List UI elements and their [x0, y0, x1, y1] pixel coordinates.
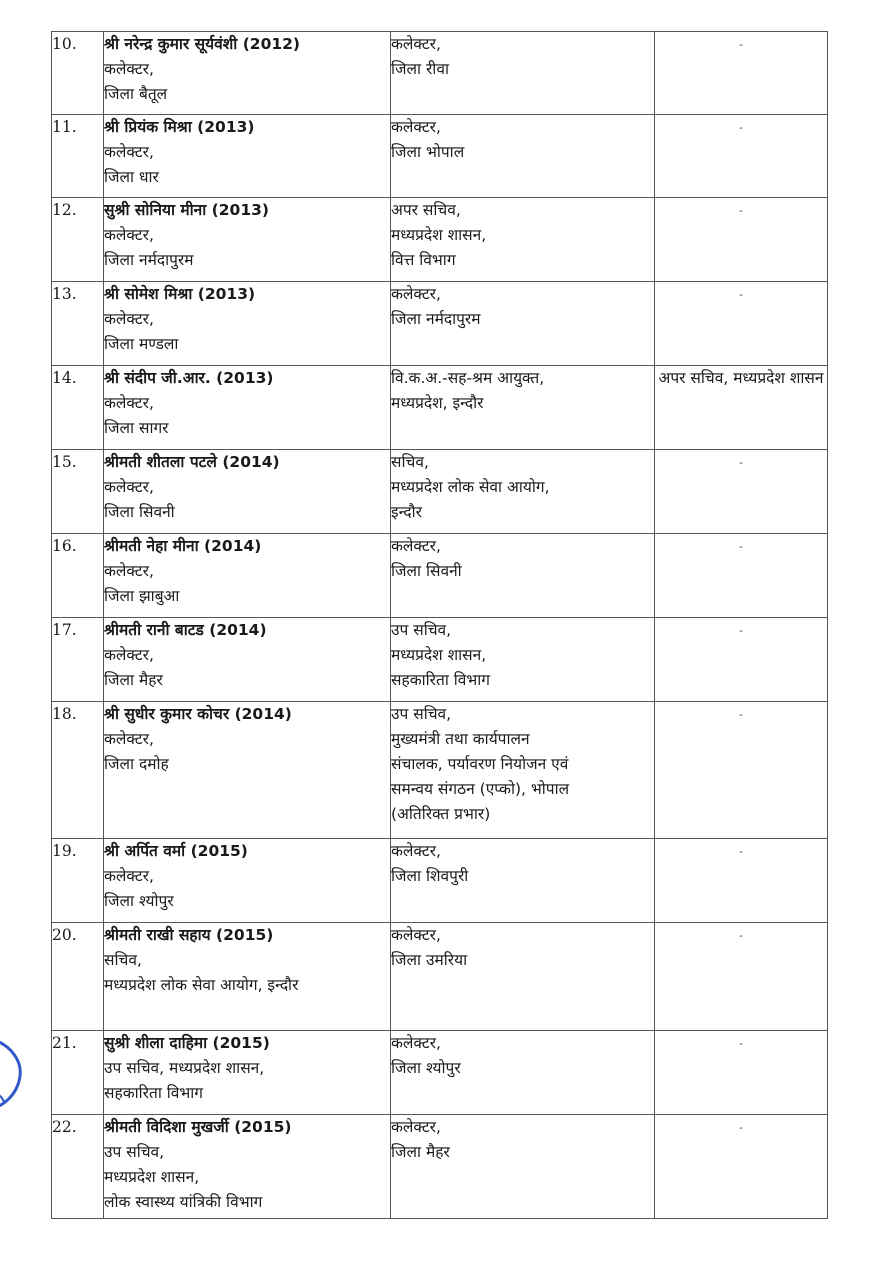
table-row — [52, 618, 828, 702]
new-posting-line: वित्त विभाग — [391, 251, 456, 269]
additional-charge-cell — [655, 282, 828, 366]
new-posting-line: अपर सचिव, — [391, 201, 461, 219]
additional-charge-text: - — [739, 929, 743, 942]
new-posting-cell — [391, 534, 655, 618]
current-posting-line: सचिव, — [104, 951, 142, 969]
new-posting-cell — [391, 1031, 655, 1115]
new-posting-line: मध्यप्रदेश शासन, — [391, 226, 487, 244]
additional-charge-cell — [655, 923, 828, 1031]
officer-name: श्री नरेन्द्र कुमार सूर्यवंशी (2012) — [104, 35, 301, 53]
current-posting-line: कलेक्टर, — [104, 394, 154, 412]
table-row — [52, 1115, 828, 1219]
additional-charge-text: - — [739, 845, 743, 858]
officer-name: श्रीमती शीतला पटले (2014) — [104, 453, 280, 471]
new-posting-line: सहकारिता विभाग — [391, 671, 491, 689]
new-posting-line: जिला सिवनी — [391, 562, 462, 580]
additional-charge-text: - — [739, 1121, 743, 1134]
new-posting-line: कलेक्टर, — [391, 118, 441, 136]
new-posting-line: मुख्यमंत्री तथा कार्यपालन — [391, 730, 530, 748]
officer-name: श्री सुधीर कुमार कोचर (2014) — [104, 705, 292, 723]
officer-cell — [104, 1031, 391, 1115]
additional-charge-cell — [655, 1031, 828, 1115]
officer-cell — [104, 534, 391, 618]
additional-charge-cell — [655, 839, 828, 923]
officer-cell — [104, 839, 391, 923]
officer-name: श्रीमती रानी बाटड (2014) — [104, 621, 267, 639]
officer-cell — [104, 450, 391, 534]
serial-number: 20. — [52, 923, 104, 1031]
current-posting-line: मध्यप्रदेश लोक सेवा आयोग, इन्दौर — [104, 976, 299, 994]
serial-number: 12. — [52, 198, 104, 282]
table-row — [52, 702, 828, 839]
current-posting-line: कलेक्टर, — [104, 478, 154, 496]
new-posting-cell — [391, 618, 655, 702]
new-posting-line: जिला मैहर — [391, 1143, 450, 1161]
officer-cell — [104, 702, 391, 839]
new-posting-cell — [391, 282, 655, 366]
table-row — [52, 198, 828, 282]
additional-charge-cell — [655, 534, 828, 618]
officer-name: सुश्री शीला दाहिमा (2015) — [104, 1034, 270, 1052]
current-posting-line: सहकारिता विभाग — [104, 1084, 204, 1102]
serial-number: 11. — [52, 115, 104, 198]
new-posting-line: कलेक्टर, — [391, 285, 441, 303]
serial-number: 16. — [52, 534, 104, 618]
current-posting-line: जिला मण्डला — [104, 335, 179, 353]
new-posting-line: उप सचिव, — [391, 705, 452, 723]
current-posting-line: जिला नर्मदापुरम — [104, 251, 194, 269]
current-posting-line: मध्यप्रदेश शासन, — [104, 1168, 200, 1186]
additional-charge-cell — [655, 702, 828, 839]
current-posting-line: जिला मैहर — [104, 671, 163, 689]
additional-charge-text: - — [739, 1037, 743, 1050]
additional-charge-cell — [655, 115, 828, 198]
officer-name: श्रीमती नेहा मीना (2014) — [104, 537, 262, 555]
officer-name: सुश्री सोनिया मीना (2013) — [104, 201, 269, 219]
new-posting-cell — [391, 115, 655, 198]
new-posting-line: कलेक्टर, — [391, 537, 441, 555]
officer-cell — [104, 198, 391, 282]
new-posting-line: जिला श्योपुर — [391, 1059, 461, 1077]
new-posting-line: कलेक्टर, — [391, 1118, 441, 1136]
current-posting-line: जिला सागर — [104, 419, 169, 437]
new-posting-cell — [391, 366, 655, 450]
additional-charge-cell — [655, 618, 828, 702]
table-row — [52, 282, 828, 366]
additional-charge-cell — [655, 198, 828, 282]
serial-number: 21. — [52, 1031, 104, 1115]
officer-cell — [104, 618, 391, 702]
current-posting-line: जिला झाबुआ — [104, 587, 180, 605]
new-posting-line: कलेक्टर, — [391, 926, 441, 944]
additional-charge-text: अपर सचिव, मध्यप्रदेश शासन — [658, 369, 824, 387]
officer-cell — [104, 32, 391, 115]
additional-charge-text: - — [739, 288, 743, 301]
officer-cell — [104, 115, 391, 198]
current-posting-line: जिला बैतूल — [104, 85, 168, 103]
officer-cell — [104, 1115, 391, 1219]
officer-name: श्री सोमेश मिश्रा (2013) — [104, 285, 256, 303]
new-posting-line: वि.क.अ.-सह-श्रम आयुक्त, — [391, 369, 545, 387]
additional-charge-text: - — [739, 121, 743, 134]
new-posting-cell — [391, 1115, 655, 1219]
officer-name: श्री अर्पित वर्मा (2015) — [104, 842, 248, 860]
table-row — [52, 923, 828, 1031]
table-row — [52, 450, 828, 534]
new-posting-line: मध्यप्रदेश, इन्दौर — [391, 394, 484, 412]
additional-charge-text: - — [739, 624, 743, 637]
new-posting-cell — [391, 839, 655, 923]
current-posting-line: जिला सिवनी — [104, 503, 175, 521]
official-seal-icon — [0, 1032, 28, 1114]
current-posting-line: जिला दमोह — [104, 755, 169, 773]
officer-name: श्रीमती राखी सहाय (2015) — [104, 926, 274, 944]
additional-charge-text: - — [739, 540, 743, 553]
new-posting-line: इन्दौर — [391, 503, 422, 521]
new-posting-cell — [391, 450, 655, 534]
additional-charge-cell — [655, 1115, 828, 1219]
additional-charge-text: - — [739, 708, 743, 721]
officer-cell — [104, 366, 391, 450]
additional-charge-text: - — [739, 204, 743, 217]
current-posting-line: कलेक्टर, — [104, 60, 154, 78]
current-posting-line: लोक स्वास्थ्य यांत्रिकी विभाग — [104, 1193, 263, 1211]
additional-charge-text: - — [739, 38, 743, 51]
new-posting-cell — [391, 32, 655, 115]
current-posting-line: कलेक्टर, — [104, 143, 154, 161]
new-posting-line: उप सचिव, — [391, 621, 452, 639]
current-posting-line: उप सचिव, — [104, 1143, 165, 1161]
serial-number: 17. — [52, 618, 104, 702]
new-posting-line: समन्वय संगठन (एप्को), भोपाल — [391, 780, 570, 798]
officer-name: श्रीमती विदिशा मुखर्जी (2015) — [104, 1118, 292, 1136]
new-posting-line: सचिव, — [391, 453, 429, 471]
new-posting-line: जिला उमरिया — [391, 951, 468, 969]
serial-number: 10. — [52, 32, 104, 115]
current-posting-line: कलेक्टर, — [104, 867, 154, 885]
officer-name: श्री प्रियंक मिश्रा (2013) — [104, 118, 255, 136]
new-posting-cell — [391, 198, 655, 282]
officer-cell — [104, 923, 391, 1031]
table-row — [52, 115, 828, 198]
current-posting-line: कलेक्टर, — [104, 562, 154, 580]
new-posting-line: जिला भोपाल — [391, 143, 465, 161]
new-posting-line: जिला शिवपुरी — [391, 867, 469, 885]
new-posting-line: कलेक्टर, — [391, 1034, 441, 1052]
new-posting-line: जिला नर्मदापुरम — [391, 310, 481, 328]
table-body — [52, 32, 828, 1219]
table-row — [52, 32, 828, 115]
current-posting-line: जिला धार — [104, 168, 159, 186]
new-posting-line: मध्यप्रदेश लोक सेवा आयोग, — [391, 478, 550, 496]
current-posting-line: कलेक्टर, — [104, 646, 154, 664]
additional-charge-cell — [655, 366, 828, 450]
serial-number: 15. — [52, 450, 104, 534]
table-row — [52, 1031, 828, 1115]
table-row — [52, 366, 828, 450]
additional-charge-cell — [655, 32, 828, 115]
new-posting-cell — [391, 923, 655, 1031]
current-posting-line: कलेक्टर, — [104, 226, 154, 244]
additional-charge-cell — [655, 450, 828, 534]
new-posting-line: मध्यप्रदेश शासन, — [391, 646, 487, 664]
new-posting-line: कलेक्टर, — [391, 35, 441, 53]
new-posting-cell — [391, 702, 655, 839]
current-posting-line: जिला श्योपुर — [104, 892, 174, 910]
current-posting-line: कलेक्टर, — [104, 310, 154, 328]
serial-number: 14. — [52, 366, 104, 450]
transfer-table — [51, 31, 828, 1219]
table-row — [52, 839, 828, 923]
new-posting-line: संचालक, पर्यावरण नियोजन एवं — [391, 755, 569, 773]
serial-number: 22. — [52, 1115, 104, 1219]
new-posting-line: (अतिरिक्त प्रभार) — [391, 805, 491, 823]
current-posting-line: उप सचिव, मध्यप्रदेश शासन, — [104, 1059, 265, 1077]
officer-name: श्री संदीप जी.आर. (2013) — [104, 369, 274, 387]
additional-charge-text: - — [739, 456, 743, 469]
serial-number: 19. — [52, 839, 104, 923]
new-posting-line: कलेक्टर, — [391, 842, 441, 860]
serial-number: 18. — [52, 702, 104, 839]
table-row — [52, 534, 828, 618]
officer-cell — [104, 282, 391, 366]
new-posting-line: जिला रीवा — [391, 60, 449, 78]
serial-number: 13. — [52, 282, 104, 366]
current-posting-line: कलेक्टर, — [104, 730, 154, 748]
